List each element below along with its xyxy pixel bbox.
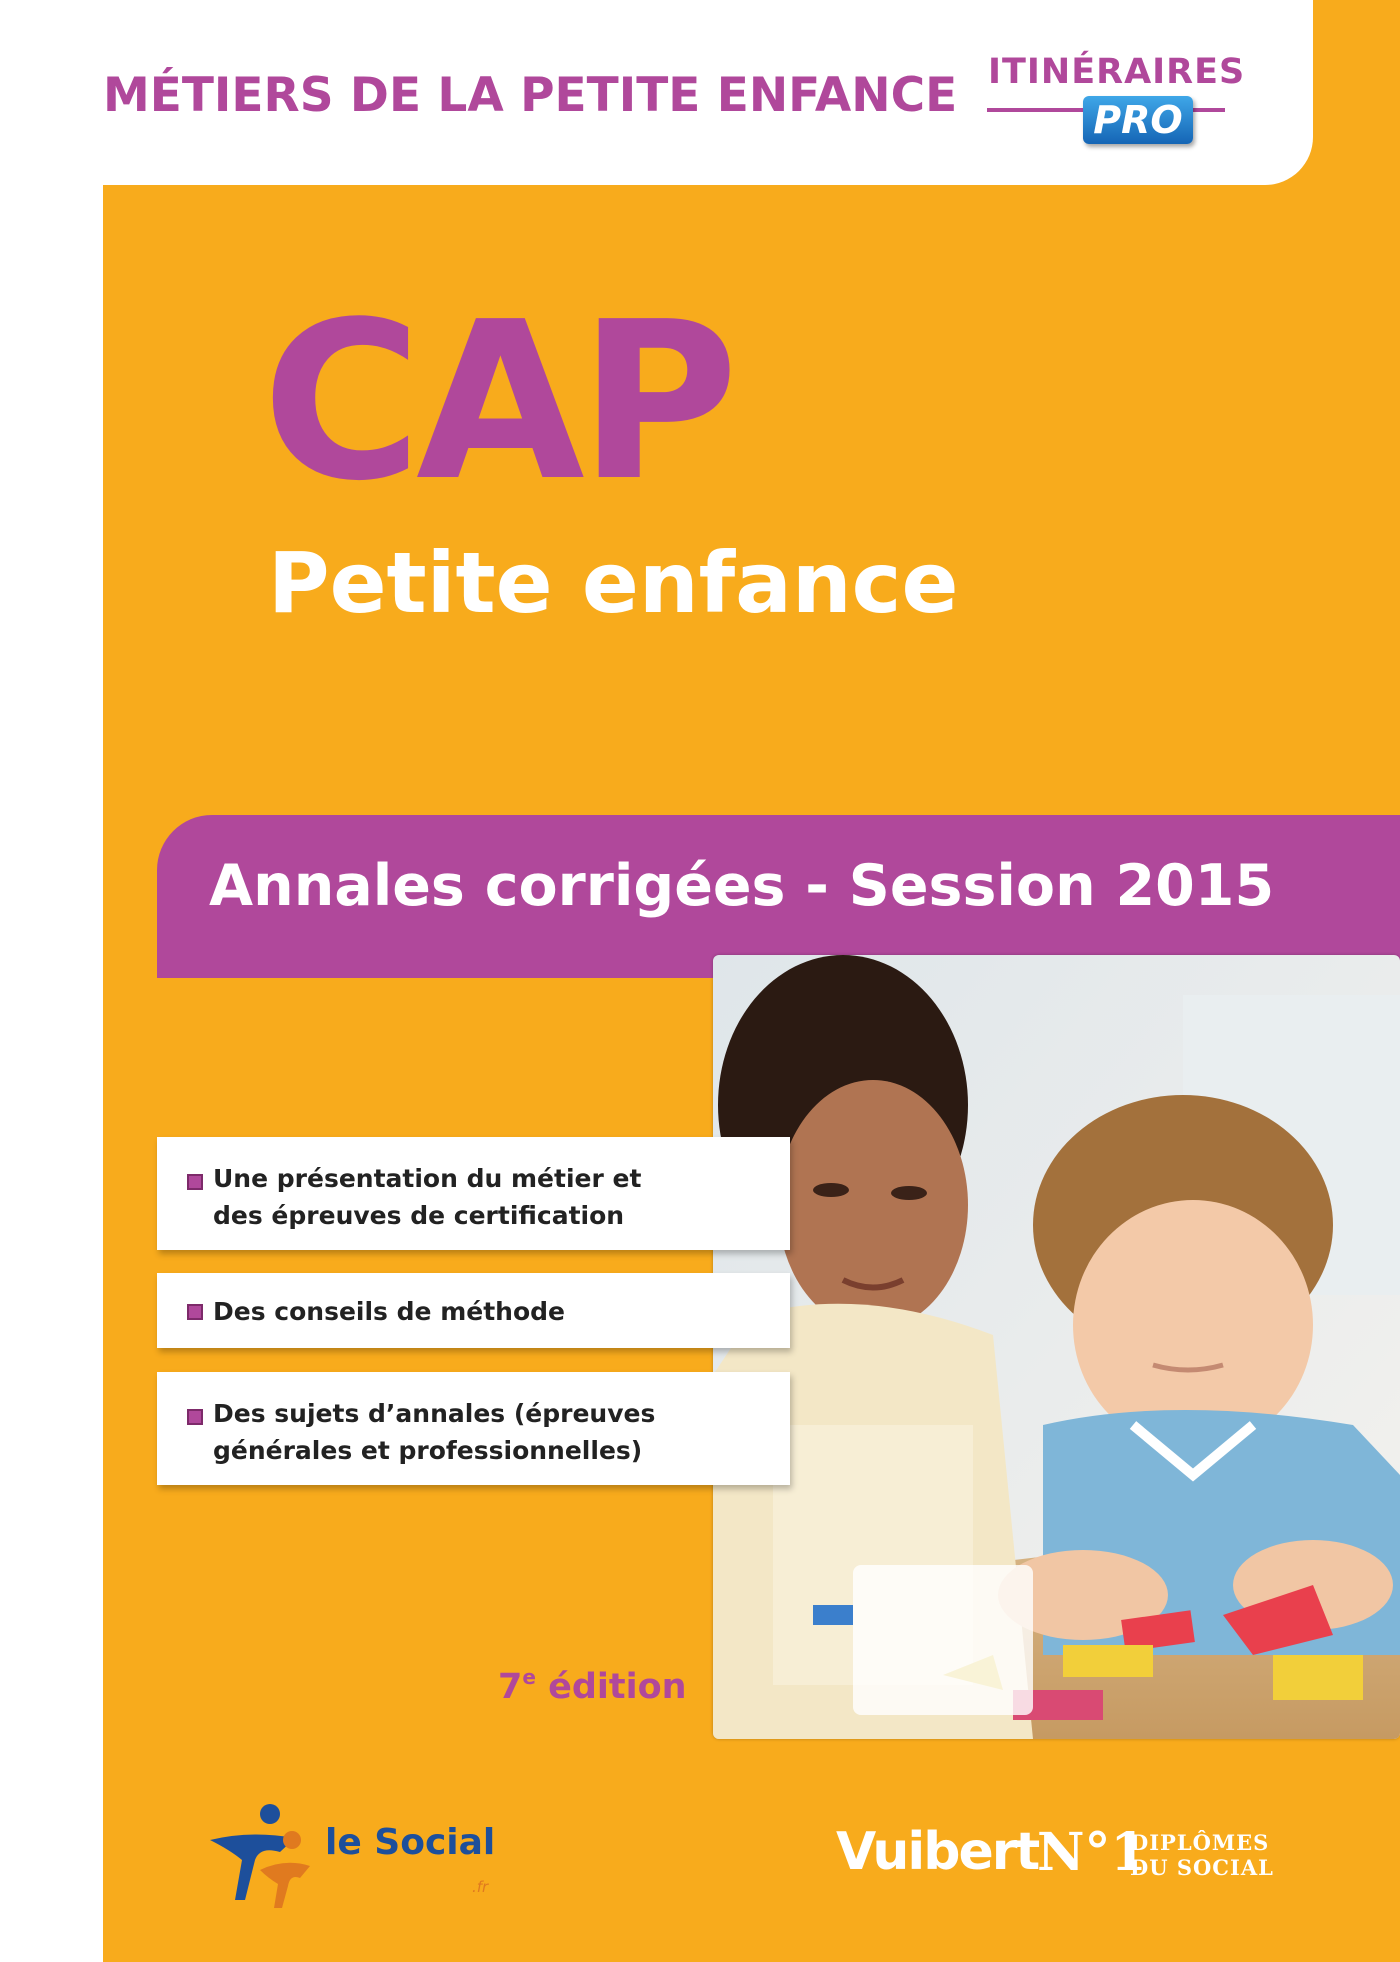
edition-suffix: e xyxy=(522,1665,536,1689)
session-banner xyxy=(157,815,1400,978)
feature-text xyxy=(213,1395,773,1469)
feature-box-2 xyxy=(157,1273,790,1348)
feature-line: générales et professionnelles) xyxy=(213,1436,643,1465)
edition-word: édition xyxy=(548,1667,687,1707)
edition-label xyxy=(498,1665,687,1707)
left-strip xyxy=(0,0,103,1962)
partner-name: le Social xyxy=(325,1822,496,1863)
edition-number: 7 xyxy=(498,1667,523,1707)
subtitle: Petite enfance xyxy=(268,534,959,632)
ranking-number: N°1 xyxy=(1037,1822,1147,1883)
partner-domain: .fr xyxy=(472,1878,489,1896)
bullet-square-icon xyxy=(187,1304,203,1320)
itineraires-pro-logo xyxy=(983,52,1248,152)
collection-word: ITINÉRAIRES xyxy=(988,52,1246,92)
le-social-logo xyxy=(200,1800,520,1910)
main-title: CAP xyxy=(262,276,733,529)
ranking-line: DU SOCIAL xyxy=(1130,1855,1274,1880)
cover-photo xyxy=(713,955,1400,1739)
pro-badge: PRO xyxy=(1083,96,1193,144)
bullet-square-icon xyxy=(187,1409,203,1425)
publisher-logo: Vuibert xyxy=(836,1822,1039,1882)
feature-text xyxy=(213,1293,773,1330)
feature-line: des épreuves de certification xyxy=(213,1201,625,1230)
people-figures-icon xyxy=(200,1800,320,1910)
feature-box-1 xyxy=(157,1137,790,1250)
session-text: Annales corrigées - Session 2015 xyxy=(209,853,1275,919)
feature-line: Des sujets d’annales (épreuves xyxy=(213,1399,656,1428)
feature-text xyxy=(213,1160,773,1234)
series-title: MÉTIERS DE LA PETITE ENFANCE xyxy=(103,68,958,123)
bullet-square-icon xyxy=(187,1174,203,1190)
ranking-line: DIPLÔMES xyxy=(1130,1830,1270,1855)
ranking-label xyxy=(1130,1830,1300,1880)
feature-line: Une présentation du métier et xyxy=(213,1164,642,1193)
feature-line: Des conseils de méthode xyxy=(213,1297,565,1326)
feature-box-3 xyxy=(157,1372,790,1485)
